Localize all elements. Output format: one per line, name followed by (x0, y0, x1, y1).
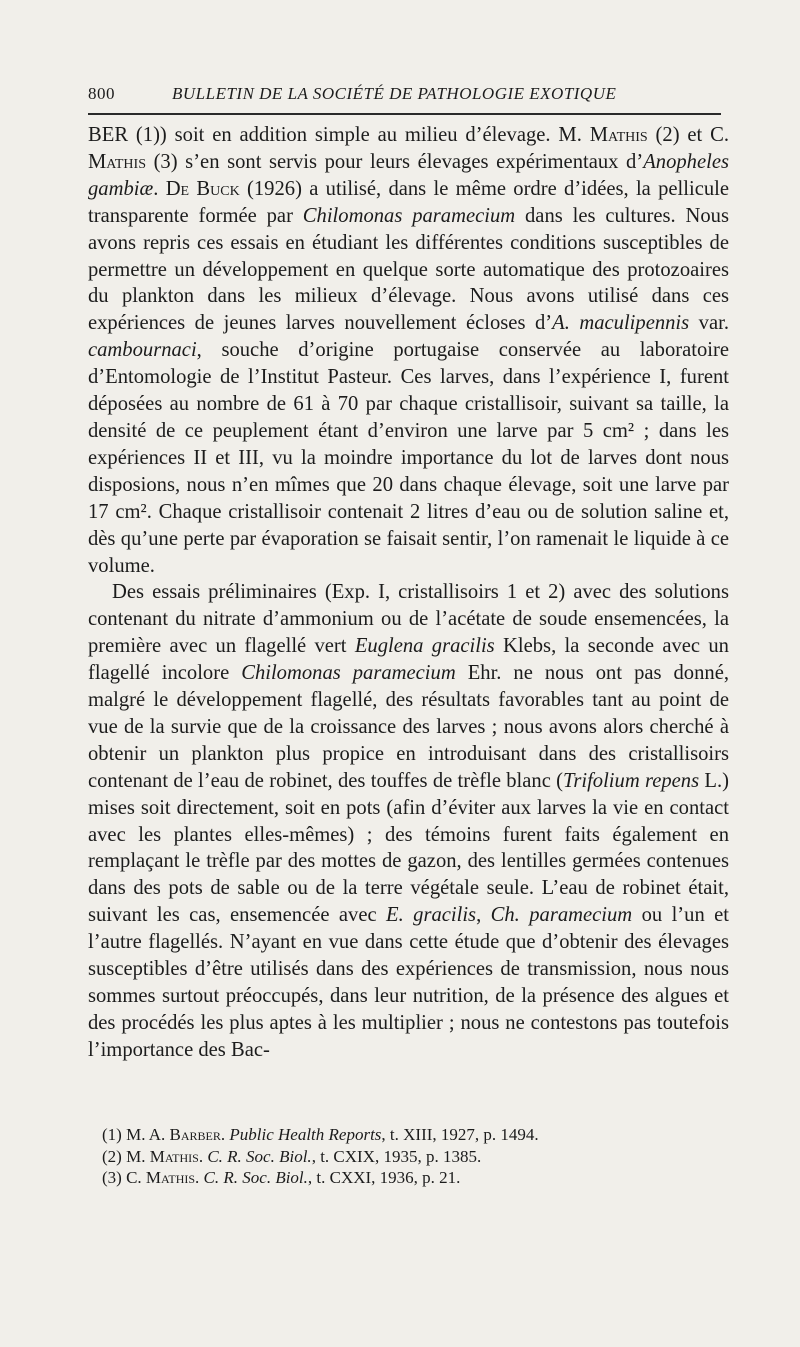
footnote-separator: . (198, 1146, 208, 1166)
footnote-details: , t. CXXI, 1936, p. 21. (307, 1168, 461, 1187)
footnote-separator: . (220, 1125, 230, 1144)
text-span: var. (689, 312, 729, 335)
footnote-source: C. R. Soc. Biol. (203, 1168, 308, 1187)
text-span: . (153, 177, 166, 200)
species-name: Chilomonas paramecium (241, 662, 456, 685)
footnotes (102, 1124, 722, 1189)
article-body (88, 122, 729, 1064)
species-name: E. gracilis (386, 904, 477, 927)
species-name: Chilomonas paramecium (302, 204, 516, 227)
footnote-prefix: (3) C. (102, 1168, 146, 1187)
text-span: BER (88, 124, 129, 146)
text-span: Klebs, la seconde avec un flagellé incolore (88, 635, 729, 685)
species-name: Euglena gracilis (354, 635, 495, 658)
footnote-author: Mathis (145, 1168, 196, 1187)
footnote-source: C. R. Soc. Biol. (207, 1146, 312, 1166)
text-span: dans les cultures. Nous avons repris ces essais en étudiant les différentes conditions susceptibles de permettre un développement en quelque sorte automatique des protozoaires du plankton dans les milieux d’élevage. Nous avons utilisé dans ces expériences de jeunes larves nouvellement écloses d’ (88, 204, 729, 335)
footnote-author: Barber (169, 1125, 221, 1144)
text-span: (3) s’en sont servis pour leurs élevages expérimentaux d’ (145, 150, 644, 173)
author-name: Mathis (88, 150, 146, 173)
footnote-separator: . (195, 1168, 204, 1187)
footnote-details: , t. CXIX, 1935, p. 1385. (311, 1146, 482, 1166)
header-rule (88, 113, 721, 115)
page-number: 800 (88, 84, 115, 103)
species-name: Trifolium repens (563, 769, 700, 792)
footnote-source: Public Health Reports (229, 1125, 382, 1144)
footnote-prefix: (1) M. A. (102, 1125, 170, 1144)
text-span: (1)) soit en addition simple au milieu d’élevage. M. (128, 124, 590, 146)
species-name: cambournaci (88, 339, 197, 362)
footnote-1 (102, 1124, 722, 1146)
species-name: A. maculipennis (552, 312, 690, 335)
text-span: ou l’un et l’autre flagellés. N’ayant en vue dans cette étude que d’obtenir des élevages susceptibles d’être utilisés dans des expériences de transmission, nous nous sommes surtout préoccupés, dans leur nutrition, de la présence des algues et des procédés les plus aptes à les multiplier ; nous ne contestons pas toutefois l’importance des Bac- (88, 904, 730, 1061)
text-span: , souche d’origine portugaise conservée au laboratoire d’Entomologie de l’Institut Pasteur. Ces larves, dans l’expérience I, furent déposées au nombre de 61 à 70 par chaque cristallisoir, suivant sa taille, la densité de ce peuplement étant d’environ une larve par 5 cm² ; dans les expériences II et III, vu la moindre importance du lot de larves dont nous disposions, nous n’en mîmes que 20 dans chaque élevage, soit une larve par 17 cm². Chaque cristallisoir contenait 2 litres d’eau ou de solution saline et, dès qu’une perte par évaporation se faisait sentir, l’on ramenait le liquide à ce volume. (88, 339, 729, 577)
text-span: , (476, 904, 491, 927)
species-name: Ch. paramecium (490, 904, 633, 927)
author-name: Mathis (589, 124, 648, 146)
paragraph-2 (88, 579, 729, 1063)
journal-title: BULLETIN DE LA SOCIÉTÉ DE PATHOLOGIE EXOTIQUE (172, 84, 617, 103)
species-name: Anopheles gambiæ (88, 150, 729, 200)
footnote-prefix: (2) M. (102, 1146, 150, 1166)
text-span: Des essais préliminaires (Exp. I, cristallisoirs 1 et 2) avec des solutions contenant du nitrate d’ammonium ou de l’acétate de soude ensemencées, la première avec un flagellé vert (88, 581, 729, 658)
footnote-3 (102, 1167, 722, 1189)
footnote-details: , t. XIII, 1927, p. 1494. (381, 1125, 539, 1144)
text-span: L.) mises soit directement, soit en pots (afin d’éviter aux larves la vie en contact avec les plantes elles-mêmes) ; des témoins furent faits également en remplaçant le trèfle par des mottes de gazon, des lentilles germées contenues dans des pots de sable ou de la terre végétale seule. L’eau de robinet était, suivant les cas, ensemencée avec (88, 769, 729, 927)
author-name: De Buck (165, 177, 240, 200)
text-span: (1926) a utilisé, dans le même ordre d’idées, la pellicule transparente formée par (88, 177, 730, 227)
footnote-author: Mathis (149, 1146, 199, 1166)
paragraph-1 (88, 122, 729, 579)
text-span: Ehr. ne nous ont pas donné, malgré le développement flagellé, des résultats favorables tant au point de vue de la survie que de la croissance des larves ; nous avons alors cherché à obtenir un plankton plus propice en introduisant dans des cristallisoirs contenant de l’eau de robinet, des touffes de trèfle blanc ( (88, 662, 729, 792)
footnote-2 (102, 1146, 722, 1168)
text-span: (2) et C. (647, 124, 729, 146)
